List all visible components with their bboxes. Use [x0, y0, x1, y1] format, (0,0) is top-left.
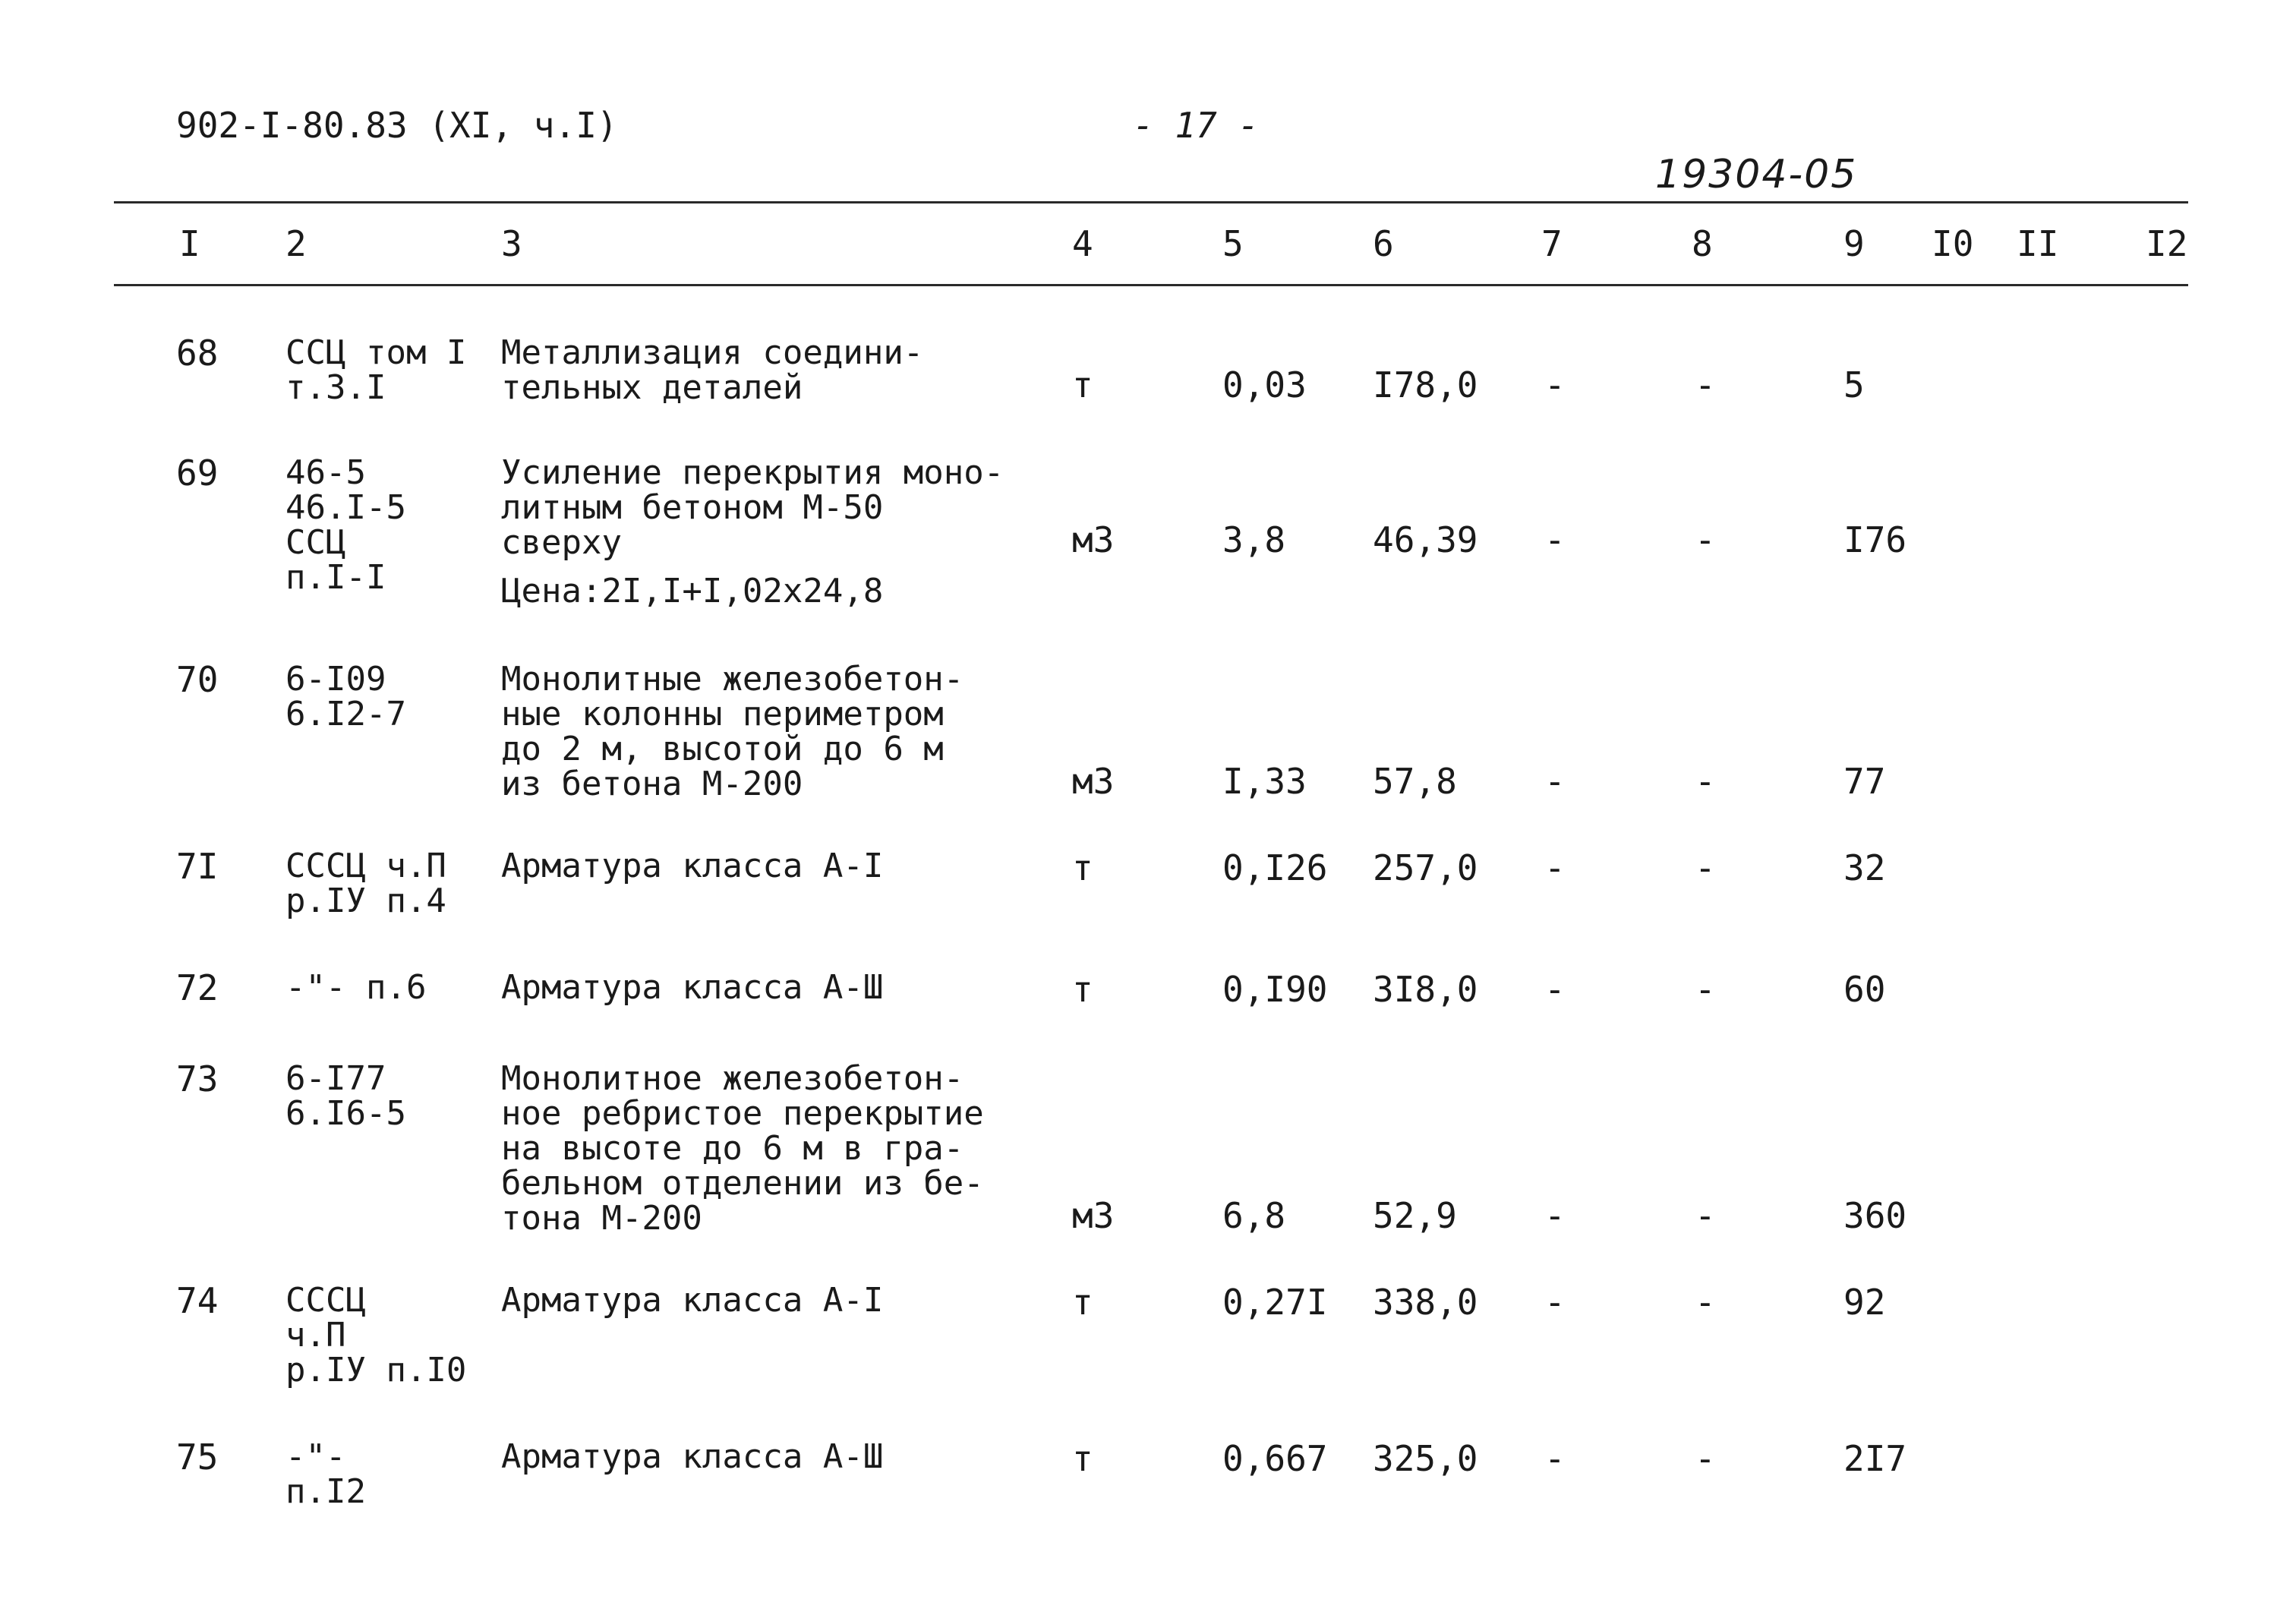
row-description: Арматура класса А-Ш	[501, 968, 884, 1007]
row-col-7: -	[1544, 519, 1566, 560]
document-code: 902-I-80.83 (XI, ч.I)	[176, 105, 618, 146]
row-unit-price: I78,0	[1373, 364, 1478, 405]
row-unit: т	[1072, 1438, 1093, 1479]
row-quantity: 3,8	[1222, 519, 1286, 560]
row-unit: м3	[1072, 519, 1115, 560]
row-total: I76	[1843, 519, 1907, 560]
row-number: 73	[176, 1058, 219, 1099]
row-col-8: -	[1695, 519, 1716, 560]
row-unit-price: 338,0	[1373, 1282, 1478, 1323]
row-quantity: 0,I90	[1222, 969, 1328, 1010]
row-unit-price: 3I8,0	[1373, 969, 1478, 1010]
row-code: ССЦ том I т.3.I	[285, 333, 467, 407]
row-number: 75	[176, 1437, 219, 1478]
table-top-rule	[114, 201, 2188, 203]
row-number: 68	[176, 333, 219, 374]
row-col-7: -	[1544, 1438, 1566, 1479]
row-description: Арматура класса А-I	[501, 847, 884, 885]
row-unit: т	[1072, 364, 1093, 405]
row-total: 32	[1843, 847, 1886, 888]
column-header-5: 5	[1222, 223, 1244, 264]
row-quantity: 0,27I	[1222, 1282, 1328, 1323]
row-quantity: 0,I26	[1222, 847, 1328, 888]
row-unit-price: 257,0	[1373, 847, 1478, 888]
row-unit: м3	[1072, 761, 1115, 802]
row-col-7: -	[1544, 761, 1566, 802]
row-code: -"- п.I2	[285, 1437, 366, 1511]
row-quantity: 6,8	[1222, 1195, 1286, 1236]
column-header-7: 7	[1541, 223, 1563, 264]
row-col-8: -	[1695, 847, 1716, 888]
table-header-rule	[114, 284, 2188, 286]
row-description: Монолитные железобетон- ные колонны периметром до 2 м, высотой до 6 м из бетона М-200	[501, 660, 964, 803]
row-col-8: -	[1695, 1195, 1716, 1236]
row-price-formula: Цена:2I,I+I,02x24,8	[501, 572, 884, 610]
row-unit-price: 57,8	[1373, 761, 1457, 802]
row-number: 69	[176, 453, 219, 494]
row-col-7: -	[1544, 847, 1566, 888]
column-header-9: 9	[1843, 223, 1865, 264]
row-col-8: -	[1695, 1282, 1716, 1323]
row-col-7: -	[1544, 1195, 1566, 1236]
row-description: Монолитное железобетон- ное ребристое перекрытие на высоте до 6 м в гра- бельном отделении из бе- тона М-200	[501, 1059, 984, 1238]
row-code: 6-I77 6.I6-5	[285, 1059, 406, 1133]
row-total: 92	[1843, 1282, 1886, 1323]
row-code: 46-5 46.I-5 ССЦ п.I-I	[285, 453, 406, 597]
row-total: 77	[1843, 761, 1886, 802]
row-code: -"- п.6	[285, 968, 427, 1007]
row-number: 72	[176, 967, 219, 1008]
row-col-8: -	[1695, 969, 1716, 1010]
row-col-7: -	[1544, 1282, 1566, 1323]
column-header-11: II	[2017, 223, 2059, 264]
row-total: 2I7	[1843, 1438, 1907, 1479]
row-description: Металлизация соедини- тельных деталей	[501, 333, 924, 407]
row-col-8: -	[1695, 1438, 1716, 1479]
column-header-4: 4	[1072, 223, 1093, 264]
row-number: 7I	[176, 846, 219, 887]
column-header-1: I	[179, 223, 200, 264]
row-code: СССЦ ч.П р.IУ п.4	[285, 847, 446, 920]
row-description: Усиление перекрытия моно- литным бетоном М-50 сверху	[501, 453, 1004, 562]
column-header-12: I2	[2146, 223, 2188, 264]
row-unit-price: 46,39	[1373, 519, 1478, 560]
row-number: 74	[176, 1280, 219, 1321]
row-quantity: 0,03	[1222, 364, 1307, 405]
column-header-3: 3	[501, 223, 522, 264]
row-col-7: -	[1544, 364, 1566, 405]
row-total: 360	[1843, 1195, 1907, 1236]
row-unit: т	[1072, 847, 1093, 888]
page-number: - 17 -	[1133, 105, 1260, 146]
column-header-10: I0	[1932, 223, 1974, 264]
row-unit-price: 325,0	[1373, 1438, 1478, 1479]
row-total: 5	[1843, 364, 1865, 405]
row-code: СССЦ ч.П р.IУ п.I0	[285, 1281, 467, 1389]
row-code: 6-I09 6.I2-7	[285, 660, 406, 733]
row-unit-price: 52,9	[1373, 1195, 1457, 1236]
row-number: 70	[176, 659, 219, 700]
row-col-7: -	[1544, 969, 1566, 1010]
row-col-8: -	[1695, 364, 1716, 405]
row-col-8: -	[1695, 761, 1716, 802]
row-unit: т	[1072, 969, 1093, 1010]
row-unit: м3	[1072, 1195, 1115, 1236]
column-header-8: 8	[1692, 223, 1713, 264]
row-total: 60	[1843, 969, 1886, 1010]
row-unit: т	[1072, 1282, 1093, 1323]
row-description: Арматура класса А-Ш	[501, 1437, 884, 1476]
column-header-2: 2	[285, 223, 307, 264]
column-header-6: 6	[1373, 223, 1394, 264]
row-description: Арматура класса А-I	[501, 1281, 884, 1320]
row-quantity: I,33	[1222, 761, 1307, 802]
row-quantity: 0,667	[1222, 1438, 1328, 1479]
archive-number: 19304-05	[1655, 152, 1858, 197]
